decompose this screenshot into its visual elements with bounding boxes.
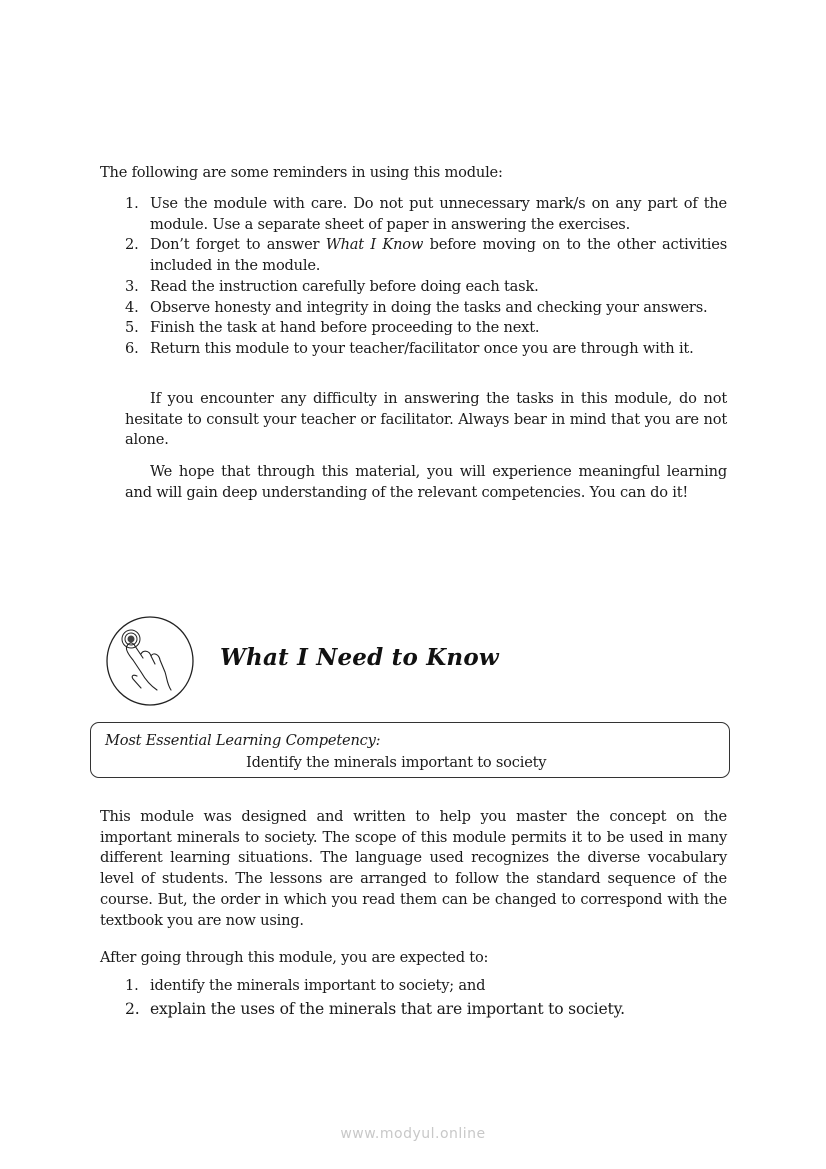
competency-value: Identify the minerals important to society xyxy=(246,754,547,771)
what-i-know-reference: What I Know xyxy=(325,236,424,254)
reminder-item: 2. Don’t forget to answer What I Know before moving on to the other activities included in the module. xyxy=(125,236,727,275)
competency-label: Most Essential Learning Competency: xyxy=(105,732,381,749)
reminders-intro: The following are some reminders in using this module: xyxy=(100,164,503,181)
reminder-item: 6. Return this module to your teacher/facilitator once you are through with it. xyxy=(125,339,694,357)
objective-item: 2. explain the uses of the minerals that are important to society. xyxy=(125,999,625,1018)
section-title: What I Need to Know xyxy=(220,644,499,671)
hope-paragraph: We hope that through this material, you will experience meaningful learning and will gain deep understanding of the relevant competencies. You can do it! xyxy=(125,463,727,501)
competency-box xyxy=(90,722,730,778)
objective-item: 1. identify the minerals important to society; and xyxy=(125,977,486,994)
reminder-item: 5. Finish the task at hand before proceeding to the next. xyxy=(125,319,540,337)
watermark: www.modyul.online xyxy=(340,1126,486,1142)
objectives-intro: After going through this module, you are expected to: xyxy=(100,949,489,966)
reminder-item: 1. Use the module with care. Do not put unnecessary mark/s on any part of the module. Use a separate sheet of paper in answering the exercises. xyxy=(125,195,727,233)
pointing-hand-icon xyxy=(105,616,195,706)
reminder-item: 4. Observe honesty and integrity in doing the tasks and checking your answers. xyxy=(125,298,708,316)
difficulty-paragraph: If you encounter any difficulty in answering the tasks in this module, do not hesitate to consult your teacher or facilitator. Always bear in mind that you are not alone. xyxy=(125,390,727,449)
reminders-list xyxy=(100,194,727,360)
module-description: This module was designed and written to help you master the concept on the important minerals to society. The scope of this module permits it to be used in many different learning situations. The language used recognizes the diverse vocabulary level of students. The lessons are arranged to follow the standard sequence of the course. But, the order in which you read them can be changed to correspond with the textbook you are now using. xyxy=(100,808,727,929)
reminder-item: 3. Read the instruction carefully before doing each task. xyxy=(125,277,539,295)
objectives-list xyxy=(100,976,727,1021)
